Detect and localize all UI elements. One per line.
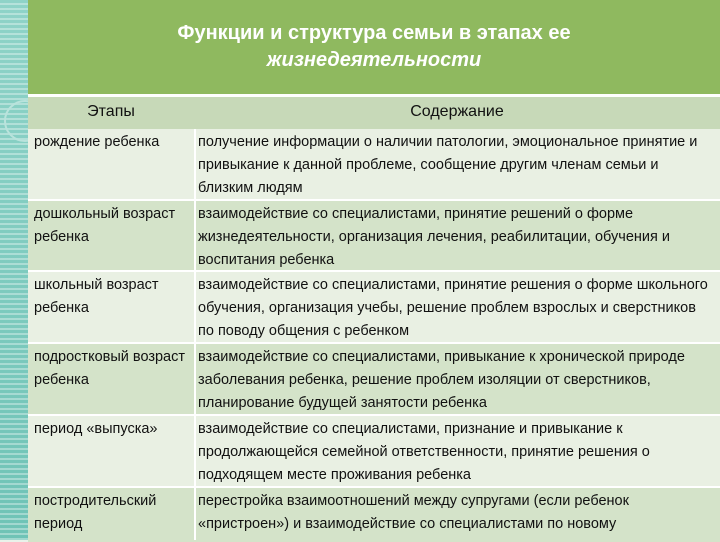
table-row bbox=[28, 414, 720, 488]
table-row bbox=[28, 129, 720, 199]
content-cell: взаимодействие со специалистами, принятие решений о форме жизнедеятельности, организация лечения, реабилитации, обучения и воспитания ребенка bbox=[198, 206, 670, 268]
content-cell: взаимодействие со специалистами, принятие решения о форме школьного обучения, организация учебы, решение проблем взрослых и сверстников по поводу общения с ребенком bbox=[198, 277, 708, 339]
stage-cell: школьный возраст ребенка bbox=[34, 277, 159, 316]
column-divider bbox=[194, 129, 196, 540]
header-content: Содержание bbox=[410, 103, 504, 120]
table-header bbox=[28, 97, 720, 129]
slide-title bbox=[28, 0, 720, 97]
table-row bbox=[28, 270, 720, 344]
title-line-1: Функции и структура семьи в этапах ее bbox=[177, 22, 571, 44]
slide bbox=[28, 0, 720, 540]
stage-cell: период «выпуска» bbox=[34, 421, 158, 437]
stage-cell: пострoдительский период bbox=[34, 493, 157, 532]
stage-cell: подростковый возраст ребенка bbox=[34, 349, 186, 388]
content-cell: перестройка взаимоотношений между супругами (если ребенок «пристроен») и взаимодействие со специалистами по новому bbox=[198, 493, 629, 532]
content-cell: взаимодействие со специалистами, привыкание к хронической природе заболевания ребенка, решение проблем изоляции от сверстников, планирование будущей занятости ребенка bbox=[198, 349, 685, 411]
table-row bbox=[28, 199, 720, 272]
header-stages: Этапы bbox=[87, 103, 135, 120]
left-decoration-stripe bbox=[0, 0, 28, 540]
title-line-2: жизнедеятельности bbox=[266, 49, 482, 71]
table-row bbox=[28, 486, 720, 542]
stage-cell: дошкольный возраст ребенка bbox=[34, 206, 176, 245]
content-cell: получение информации о наличии патологии, эмоциональное принятие и привыкание к данной проблеме, сообщение другим членам семьи и близким людям bbox=[198, 134, 698, 196]
content-cell: взаимодействие со специалистами, признание и привыкание к продолжающейся семейной ответственности, принятие решения о подходящем месте проживания ребенка bbox=[198, 421, 650, 483]
stage-cell: рождение ребенка bbox=[34, 134, 160, 150]
table-row bbox=[28, 342, 720, 416]
